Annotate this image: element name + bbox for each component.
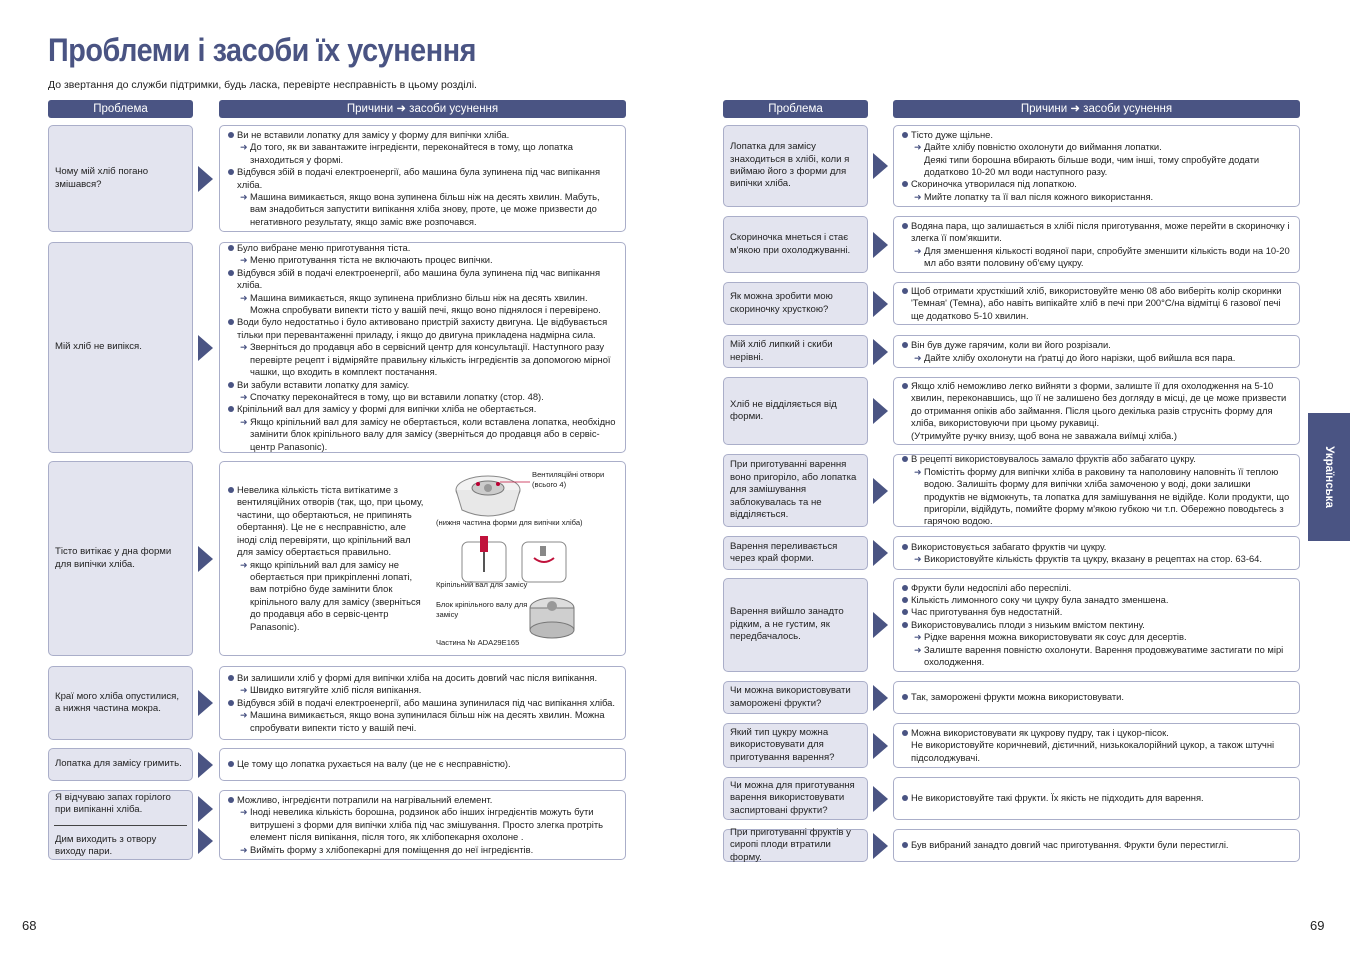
line-text: Зверніться до продавця або в сервісний центр для консультації. Наступного разу перевірте рецепт і відміряйте правильну кількість інгредієнтів за допомогою мірної чашки, що входить в комплект постачання. — [250, 341, 611, 378]
note-item — [902, 739, 1291, 764]
arrow-icon: ➜ — [914, 554, 922, 564]
line-text: Деякі типи борошна вбирають більше води, чим інші, тому спробуйте додати додатково 10-20 мл води наступного разу. — [924, 153, 1260, 177]
line-text: Ви залишили хліб у формі для випічки хліба на досить довгий час після випікання. — [237, 671, 598, 683]
solution-cell — [219, 666, 626, 740]
header-solution: Причини ➜ засоби усунення — [893, 100, 1300, 118]
note-item — [902, 430, 1291, 442]
solution-text — [902, 582, 1291, 669]
line-text: Використовується забагато фруктів чи цукру. — [911, 540, 1107, 552]
remedy-item — [228, 341, 617, 378]
problem-divider — [54, 825, 187, 826]
problem-text: Я відчуваю запах горілого при випіканні хліба. — [55, 791, 171, 816]
problem-text: Тісто витікає у дна форми для випічки хліба. — [55, 546, 172, 570]
problem-text: Який тип цукру можна використовувати для приготування варення? — [730, 726, 835, 763]
cause-item — [902, 792, 1291, 804]
line-text: Використовуйте кількість фруктів та цукру, вказану в рецептах на стор. 63-64. — [924, 553, 1262, 564]
problem-cell — [723, 125, 868, 207]
line-text: Рідке варення можна використовувати як соус для десертів. — [924, 631, 1187, 643]
shaft-block-label: Блок кріпільного валу для замісу — [436, 600, 528, 619]
solution-cell — [893, 536, 1300, 570]
right-arrow-icon — [873, 685, 888, 711]
remedy-item — [902, 245, 1291, 270]
problem-cell — [723, 777, 868, 820]
arrow-icon: ➜ — [240, 342, 248, 353]
table-row — [48, 125, 626, 232]
cause-item — [902, 606, 1291, 618]
solution-cell — [219, 125, 626, 232]
cause-item — [902, 691, 1291, 703]
cause-item — [902, 220, 1291, 245]
remedy-item — [902, 141, 1291, 153]
table-row — [723, 536, 1300, 570]
solution-cell — [893, 377, 1300, 445]
line-text: Був вибраний занадто довгий час приготування. Фрукти були перестиглі. — [911, 839, 1229, 851]
line-text: Машина вимикається, якщо вона зупинилася більш ніж на десять хвилин. Можна спробувати випекти тісто у вашій печі. — [250, 709, 605, 733]
problem-text: Дим виходить з отвору виходу пари. — [55, 833, 157, 857]
table-row — [723, 826, 1300, 863]
problem-cell — [48, 125, 193, 232]
cause-item — [228, 242, 617, 254]
remedy-item — [902, 466, 1291, 528]
solution-cell — [893, 216, 1300, 273]
right-arrow-icon — [873, 786, 888, 812]
remedy-item — [228, 254, 617, 266]
solution-cell — [219, 748, 626, 781]
header-problem: Проблема — [48, 100, 193, 118]
solution-text — [228, 794, 617, 856]
line-text: Мийте лопатку та її вал після кожного використання. — [924, 190, 1154, 202]
problem-cell — [723, 454, 868, 527]
cause-item — [902, 541, 1291, 553]
solution-text — [902, 691, 1291, 703]
note-item — [902, 154, 1291, 179]
cause-item — [228, 758, 617, 770]
line-text: Води було недостатньо і було активовано пристрій захисту двигуна. Це відбувається тільки при перевантаженні приладу, і якщо до двигуна прикладена надмірна сила. — [237, 316, 608, 340]
right-page — [675, 0, 1350, 954]
line-text: Не використовуйте такі фрукти. Їх якість не підходить для варення. — [911, 792, 1204, 804]
arrow-icon: ➜ — [240, 191, 248, 202]
table-row — [723, 454, 1300, 527]
cause-item — [228, 794, 617, 806]
table-row — [723, 125, 1300, 207]
right-arrow-icon — [198, 546, 213, 572]
line-text: Машина вимикається, якщо вона зупинена більш ніж на десять хвилин. Мабуть, вам знадобиться запустити випікання хліба знову, проте, це може призвести до негативного результату, якщо заміс вже розпочався. — [250, 190, 600, 227]
line-text: Кріпільний вал для замісу у формі для випічки хліба не обертається. — [237, 403, 537, 415]
right-arrow-icon — [873, 612, 888, 638]
line-text: Невелика кількість тіста витікатиме з вентиляційних отворів (так, що, при цьому, частини, що обертаються, не припинять обертання). Це не є несправністю, але іноді слід перевіряти, що кріпільний вал для замісу обертається правильно. — [237, 484, 424, 558]
arrow-icon: ➜ — [240, 391, 248, 402]
solution-text — [902, 220, 1291, 270]
arrow-icon: ➜ — [240, 292, 248, 303]
line-text: Тісто дуже щільне. — [911, 128, 994, 140]
right-arrow-icon — [198, 690, 213, 716]
line-text: Якщо хліб неможливо легко вийняти з форми, залиште її для охолодження на 5-10 хвилин, переконавшись, що її не залишено без догляду в місці, де це може призвести до отримання опіків або займання. Після цього декілька разів струсніть форму для хліба, використовуючи при цьому рукавиці. — [911, 379, 1287, 429]
solution-cell — [893, 777, 1300, 820]
cause-item — [902, 178, 1291, 190]
line-text: Якщо кріпільний вал для замісу не обертається, коли вставлена лопатка, необхідно замінити блок кріпільного валу для замісу (зверніться до продавця або в сервіс-центр Panasonic). — [250, 415, 616, 452]
problem-text: Краї мого хліба опустилися, а нижня частина мокра. — [55, 690, 179, 714]
remedy-item — [228, 191, 617, 228]
line-text: Вийміть форму з хлібопекарні для поміщення до неї інгредієнтів. — [250, 843, 534, 855]
solution-cell — [893, 681, 1300, 714]
line-text: Час приготування був недостатній. — [911, 606, 1063, 618]
solution-text — [902, 453, 1291, 527]
problem-cell — [48, 666, 193, 740]
cause-item — [228, 267, 617, 292]
problem-cell — [723, 578, 868, 672]
right-arrow-icon — [873, 339, 888, 365]
line-text: Водяна пара, що залишається в хлібі після приготування, може перейти в скориночку і злегка її пом'якшити. — [911, 219, 1290, 244]
table-row — [723, 681, 1300, 714]
problem-text: Мій хліб липкий і скиби нерівні. — [730, 339, 833, 363]
right-arrow-icon — [198, 796, 213, 822]
arrow-icon: ➜ — [240, 807, 248, 818]
line-text: Меню приготування тіста не включають процес випічки. — [250, 254, 493, 266]
line-text: До того, як ви завантажите інгредієнти, переконайтеся в тому, що лопатка знаходиться у формі. — [250, 141, 573, 165]
line-text: Він був дуже гарячим, коли ви його розрізали. — [911, 339, 1111, 351]
problem-cell — [723, 826, 868, 863]
page-title: Проблеми і засоби їх усунення — [48, 32, 476, 68]
cause-item — [902, 285, 1291, 322]
right-arrow-icon — [873, 478, 888, 504]
solution-text — [228, 758, 617, 770]
arrow-icon: ➜ — [240, 710, 248, 721]
solution-cell — [893, 578, 1300, 672]
line-text: (Утримуйте ручку внизу, щоб вона не заважала виїмці хліба.) — [911, 429, 1177, 441]
page-subtitle: До звертання до служби підтримки, будь ласка, перевірте несправність в цьому розділі. — [48, 79, 477, 91]
solution-cell — [893, 723, 1300, 768]
right-arrow-icon — [198, 752, 213, 778]
line-text: Було вибране меню приготування тіста. — [237, 242, 411, 254]
arrow-icon: ➜ — [914, 142, 922, 153]
right-arrow-icon — [873, 398, 888, 424]
problem-text: Лопатка для замісу гримить. — [55, 758, 182, 770]
line-text: В рецепті використовувалось замало фруктів або забагато цукру. — [911, 453, 1196, 465]
shaft-label: Кріпільний вал для замісу — [436, 580, 528, 589]
remedy-item — [902, 644, 1291, 669]
shaft-drawing-left — [462, 536, 506, 582]
right-arrow-icon — [198, 828, 213, 854]
solution-cell — [219, 461, 626, 656]
arrow-icon: ➜ — [914, 466, 922, 477]
arrow-icon: ➜ — [240, 844, 248, 855]
solution-cell — [893, 454, 1300, 527]
table-row — [48, 748, 626, 781]
line-text: Швидко витягуйте хліб після випікання. — [250, 684, 422, 696]
line-text: Ви забули вставити лопатку для замісу. — [237, 378, 410, 390]
remedy-item — [228, 292, 617, 317]
line-text: Можливо, інгредієнти потрапили на нагрівальний елемент. — [237, 793, 493, 805]
solution-text — [228, 242, 617, 453]
solution-text — [902, 792, 1291, 804]
diagram-illustration — [430, 462, 625, 657]
line-text: Це тому що лопатка рухається на валу (це не є несправністю). — [237, 758, 511, 770]
arrow-icon: ➜ — [240, 142, 248, 153]
cause-item — [228, 672, 617, 684]
problem-text: При приготуванні фруктів у сиропі плоди втратили форму. — [730, 826, 851, 863]
cause-item — [228, 697, 617, 709]
pan-bottom-drawing — [456, 476, 530, 516]
solution-text — [902, 541, 1291, 566]
table-row — [723, 723, 1300, 768]
right-arrow-icon — [873, 733, 888, 759]
line-text: Так, заморожені фрукти можна використовувати. — [911, 691, 1125, 703]
cause-item — [228, 403, 617, 415]
problem-text: Варення переливається через край форми. — [730, 540, 838, 564]
table-row — [723, 578, 1300, 672]
solution-cell — [893, 829, 1300, 862]
problem-text: Мій хліб не випікся. — [55, 341, 142, 353]
vent-holes-label: Вентиляційні отвори (всього 4) — [532, 470, 605, 489]
solution-text — [902, 285, 1291, 322]
remedy-item — [902, 553, 1291, 565]
arrow-icon: ➜ — [914, 644, 922, 655]
pan-bottom-label: (нижня частина форми для випічки хліба) — [436, 518, 583, 527]
cause-item — [902, 727, 1291, 739]
right-arrow-icon — [873, 153, 888, 179]
remedy-item — [228, 806, 617, 843]
table-row — [48, 666, 626, 740]
arrow-icon: ➜ — [240, 559, 248, 570]
right-arrow-icon — [873, 833, 888, 859]
cause-item — [228, 129, 617, 141]
problem-text: Як можна зробити мою скориночку хрусткою? — [730, 291, 833, 315]
line-text: Кількість лимонного соку чи цукру була занадто зменшена. — [911, 593, 1169, 605]
problem-text: Хліб не відділяється від форми. — [730, 398, 837, 422]
problem-cell — [723, 681, 868, 714]
solution-text — [902, 839, 1291, 851]
line-text: якщо кріпільний вал для замісу не обертається при прикріпленні лопаті, вам потрібно буде замінити блок кріпільного валу для замісу (зверніться до продавця або в сервіс-центр Panasonic). — [250, 558, 421, 632]
solution-text — [902, 727, 1291, 764]
solution-cell — [893, 335, 1300, 368]
header-problem: Проблема — [723, 100, 868, 118]
cause-item — [228, 316, 617, 341]
solution-cell — [219, 790, 626, 860]
line-text: Використовувались плоди з низьким вмістом пектину. — [911, 618, 1145, 630]
shaft-block-drawing — [530, 598, 574, 638]
table-row — [723, 282, 1300, 325]
right-arrow-icon — [873, 540, 888, 566]
problem-cell — [723, 536, 868, 570]
arrow-icon: ➜ — [240, 416, 248, 427]
line-text: Дайте хлібу повністю охолонути до виймання лопатки. — [924, 141, 1162, 153]
problem-cell — [723, 377, 868, 445]
line-text: Іноді невелика кількість борошна, родзинок або інших інгредієнтів можуть бути витрушені з форми для випічки хліба під час змішування. Просто злегка протріть елемент після випікання, після того, як хлібопекарня охолоне . — [250, 806, 604, 843]
table-row — [723, 377, 1300, 445]
arrow-icon: ➜ — [240, 255, 248, 266]
remedy-item — [228, 844, 617, 856]
remedy-item — [902, 191, 1291, 203]
solution-cell — [219, 242, 626, 453]
line-text: Помістіть форму для випічки хліба в раковину та наполовину наповніть її теплою водою. Залишіть форму для випічки хліба замоченою у воді, доки залишки продуктів не відмокнуть, та лопатка для замішування не відійде. Коли продукти, що пригоріли, відійдуть, помийте форму м'якою губкою чи т.п. Обережно поводьтесь з гарячою водою. — [924, 465, 1290, 527]
problem-cell — [48, 790, 193, 860]
line-text: Щоб отримати хрусткіший хліб, використовуйте меню 08 або виберіть колір скоринки 'Темная' (Темна), або навіть випікайте хліб в печі при 200°C/на відмітці 6 газової печі ще додатково 5-10 хвилин. — [911, 284, 1282, 321]
arrow-icon: ➜ — [914, 632, 922, 643]
line-text: Спочатку переконайтеся в тому, що ви вставили лопатку (стор. 48). — [250, 390, 544, 402]
remedy-item — [902, 352, 1291, 364]
remedy-item — [228, 684, 617, 696]
problem-text: Чому мій хліб погано змішався? — [55, 166, 149, 190]
header-solution: Причини ➜ засоби усунення — [219, 100, 626, 118]
problem-text: Лопатка для замісу знаходиться в хлібі, коли я виймаю його з форми для випічки хліба. — [730, 141, 850, 190]
problem-text: При приготуванні варення воно пригоріло, або лопатка для замішування заблокувалась та не відділяється. — [730, 459, 857, 521]
table-row — [48, 461, 626, 656]
solution-text — [902, 129, 1291, 203]
problem-text: Скориночка мнеться і стає м'якою при охолоджуванні. — [730, 232, 851, 256]
problem-cell — [723, 282, 868, 325]
problem-cell — [48, 461, 193, 656]
remedy-item — [902, 631, 1291, 643]
solution-cell — [893, 125, 1300, 207]
line-text: Машина вимикається, якщо зупинена приблизно більш ніж на десять хвилин. Можна спробувати випекти тісто у вашій печі, якщо воно піднялося і перевірено. — [250, 291, 601, 316]
line-text: Фрукти були недоспілі або переспілі. — [911, 581, 1072, 593]
page-number: 69 — [1310, 918, 1325, 933]
arrow-icon: ➜ — [914, 245, 922, 256]
cause-item — [902, 839, 1291, 851]
problem-cell — [723, 216, 868, 273]
language-tab-label: Українська — [1323, 446, 1335, 508]
arrow-icon: ➜ — [914, 191, 922, 202]
cause-item — [228, 484, 428, 558]
right-arrow-icon — [873, 232, 888, 258]
cause-item — [902, 594, 1291, 606]
table-row — [723, 335, 1300, 368]
arrow-icon: ➜ — [240, 685, 248, 696]
remedy-item — [228, 391, 617, 403]
remedy-item — [228, 559, 428, 633]
cause-item — [902, 582, 1291, 594]
solution-text — [228, 484, 428, 633]
remedy-item — [228, 141, 617, 166]
line-text: Можна використовувати як цукрову пудру, так і цукор-пісок. — [911, 726, 1169, 738]
remedy-item — [228, 709, 617, 734]
problem-cell — [723, 723, 868, 768]
problem-cell — [48, 748, 193, 781]
cause-item — [228, 379, 617, 391]
page-number: 68 — [22, 918, 37, 933]
table-row — [48, 790, 626, 860]
solution-cell — [893, 282, 1300, 325]
cause-item — [902, 453, 1291, 465]
cause-item — [228, 166, 617, 191]
bread-pan-diagram — [430, 462, 625, 657]
line-text: Не використовуйте коричневий, дієтичний, низькокалорійний цукор, а також штучні підсолоджувачі. — [911, 739, 1275, 763]
line-text: Відбувся збій в подачі електроенергії, або машина була зупинена під час випікання хліба. — [237, 266, 601, 291]
line-text: Відбувся збій в подачі електроенергії, або машина була зупинена під час випікання хліба. — [237, 166, 601, 190]
cause-item — [902, 129, 1291, 141]
right-arrow-icon — [873, 291, 888, 317]
table-row — [723, 777, 1300, 820]
part-number-label: Частина № ADA29E165 — [436, 638, 520, 647]
problem-cell — [723, 335, 868, 368]
shaft-drawing-right — [522, 542, 566, 582]
solution-text — [228, 672, 617, 734]
line-text: Ви не вставили лопатку для замісу у форму для випічки хліба. — [237, 128, 510, 140]
problem-text: Варення вийшло занадто рідким, а не густим, як передбачалось. — [730, 606, 844, 643]
right-arrow-icon — [198, 166, 213, 192]
cause-item — [902, 619, 1291, 631]
cause-item — [902, 339, 1291, 351]
cause-item — [902, 380, 1291, 430]
line-text: Для зменшення кількості водяної пари, спробуйте зменшити кількість води на 10-20 мл або взяти половину об'єму цукру. — [924, 244, 1290, 268]
line-text: Залиште варення повністю охолонути. Варення продовжуватиме застигати по мірі охолодження. — [924, 643, 1284, 668]
table-row — [723, 216, 1300, 273]
solution-text — [228, 129, 617, 228]
remedy-item — [228, 416, 617, 453]
solution-text — [902, 339, 1291, 364]
problem-cell — [48, 242, 193, 453]
problem-text: Чи можна використовувати заморожені фрукти? — [730, 685, 851, 709]
language-tab — [1308, 413, 1350, 541]
line-text: Дайте хлібу охолонути на ґратці до його нарізки, щоб вийшла вся пара. — [924, 351, 1236, 363]
problem-text: Чи можна для приготування варення використовувати заспиртовані фрукти? — [730, 779, 855, 816]
right-arrow-icon — [198, 335, 213, 361]
solution-text — [902, 380, 1291, 442]
line-text: Скориночка утворилася під лопаткою. — [911, 178, 1077, 190]
table-row — [48, 242, 626, 453]
line-text: Відбувся збій в подачі електроенергії, або машина зупинилася під час випікання хліба. — [237, 696, 616, 708]
arrow-icon: ➜ — [914, 352, 922, 363]
